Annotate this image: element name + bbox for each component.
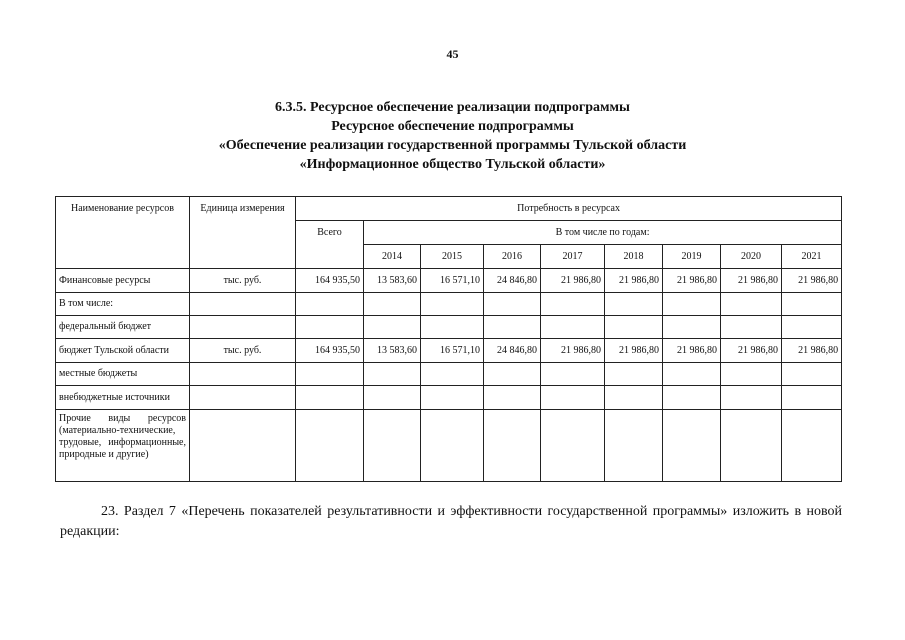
unit-cell: тыс. руб. (190, 339, 296, 363)
year-value-cell (364, 363, 421, 386)
total-cell: 164 935,50 (296, 269, 364, 293)
table-row (56, 363, 842, 386)
unit-cell (190, 363, 296, 386)
total-cell (296, 386, 364, 410)
resource-name-cell: местные бюджеты (56, 363, 190, 386)
year-value-cell (782, 363, 842, 386)
total-cell (296, 363, 364, 386)
header-total: Всего (296, 221, 364, 269)
total-cell (296, 293, 364, 316)
year-value-cell: 13 583,60 (364, 269, 421, 293)
year-value-cell (541, 386, 605, 410)
year-value-cell (484, 410, 541, 482)
year-value-cell (484, 386, 541, 410)
year-value-cell: 16 571,10 (421, 269, 484, 293)
year-value-cell: 21 986,80 (721, 339, 782, 363)
year-value-cell: 24 846,80 (484, 339, 541, 363)
unit-cell (190, 316, 296, 339)
year-value-cell (782, 386, 842, 410)
year-value-cell (782, 293, 842, 316)
header-year: 2018 (605, 245, 663, 269)
resource-name-cell: федеральный бюджет (56, 316, 190, 339)
section-heading (0, 98, 905, 174)
year-value-cell (421, 386, 484, 410)
year-value-cell: 21 986,80 (782, 269, 842, 293)
year-value-cell (541, 293, 605, 316)
year-value-cell (421, 410, 484, 482)
table-row (56, 293, 842, 316)
table-row (56, 269, 842, 293)
year-value-cell (421, 293, 484, 316)
total-cell (296, 410, 364, 482)
year-value-cell (721, 410, 782, 482)
year-value-cell (484, 293, 541, 316)
year-value-cell: 21 986,80 (782, 339, 842, 363)
year-value-cell: 24 846,80 (484, 269, 541, 293)
table-row (56, 386, 842, 410)
year-value-cell: 16 571,10 (421, 339, 484, 363)
heading-line-4: «Информационное общество Тульской области» (299, 157, 606, 172)
total-cell (296, 316, 364, 339)
header-year: 2021 (782, 245, 842, 269)
year-value-cell (663, 363, 721, 386)
heading-line-3: «Обеспечение реализации государственной программы Тульской области (218, 138, 687, 153)
year-value-cell (605, 363, 663, 386)
resource-name-cell: В том числе: (56, 293, 190, 316)
resources-table (55, 196, 842, 482)
resource-name-cell: Прочие виды ресурсов (материально-технические, трудовые, информационные, природные и другие) (56, 410, 190, 482)
unit-cell: тыс. руб. (190, 269, 296, 293)
year-value-cell: 21 986,80 (541, 339, 605, 363)
year-value-cell (721, 363, 782, 386)
total-cell: 164 935,50 (296, 339, 364, 363)
year-value-cell: 21 986,80 (663, 269, 721, 293)
table-row (56, 316, 842, 339)
year-value-cell (484, 316, 541, 339)
header-year: 2015 (421, 245, 484, 269)
year-value-cell (782, 316, 842, 339)
year-value-cell (541, 410, 605, 482)
header-need: Потребность в ресурсах (296, 197, 842, 221)
year-value-cell (364, 386, 421, 410)
year-value-cell (605, 316, 663, 339)
resource-name-cell: бюджет Тульской области (56, 339, 190, 363)
year-value-cell (541, 316, 605, 339)
year-value-cell (364, 293, 421, 316)
resource-name-cell: внебюджетные источники (56, 386, 190, 410)
header-year: 2016 (484, 245, 541, 269)
year-value-cell (721, 386, 782, 410)
year-value-cell (421, 316, 484, 339)
year-value-cell: 13 583,60 (364, 339, 421, 363)
table-row (56, 410, 842, 482)
year-value-cell (605, 410, 663, 482)
year-value-cell (663, 410, 721, 482)
year-value-cell: 21 986,80 (605, 339, 663, 363)
year-value-cell (721, 316, 782, 339)
heading-line-2: Ресурсное обеспечение подпрограммы (331, 119, 574, 134)
header-unit: Единица измерения (190, 197, 296, 269)
year-value-cell: 21 986,80 (605, 269, 663, 293)
table-row (56, 339, 842, 363)
year-value-cell (421, 363, 484, 386)
header-resource-name: Наименование ресурсов (56, 197, 190, 269)
year-value-cell (663, 386, 721, 410)
year-value-cell (364, 410, 421, 482)
year-value-cell (721, 293, 782, 316)
year-value-cell (663, 293, 721, 316)
unit-cell (190, 386, 296, 410)
year-value-cell: 21 986,80 (541, 269, 605, 293)
unit-cell (190, 293, 296, 316)
year-value-cell: 21 986,80 (721, 269, 782, 293)
unit-cell (190, 410, 296, 482)
header-year: 2019 (663, 245, 721, 269)
header-year: 2017 (541, 245, 605, 269)
resource-name-cell: Финансовые ресурсы (56, 269, 190, 293)
year-value-cell (605, 293, 663, 316)
header-year: 2014 (364, 245, 421, 269)
year-value-cell: 21 986,80 (663, 339, 721, 363)
year-value-cell (364, 316, 421, 339)
header-by-years: В том числе по годам: (364, 221, 842, 245)
header-year: 2020 (721, 245, 782, 269)
year-value-cell (484, 363, 541, 386)
year-value-cell (663, 316, 721, 339)
year-value-cell (605, 386, 663, 410)
heading-line-1: 6.3.5. Ресурсное обеспечение реализации подпрограммы (275, 100, 630, 115)
body-paragraph: 23. Раздел 7 «Перечень показателей результативности и эффективности государственной программы» изложить в новой редакции: (60, 504, 842, 539)
year-value-cell (782, 410, 842, 482)
year-value-cell (541, 363, 605, 386)
page-number: 45 (446, 47, 459, 61)
